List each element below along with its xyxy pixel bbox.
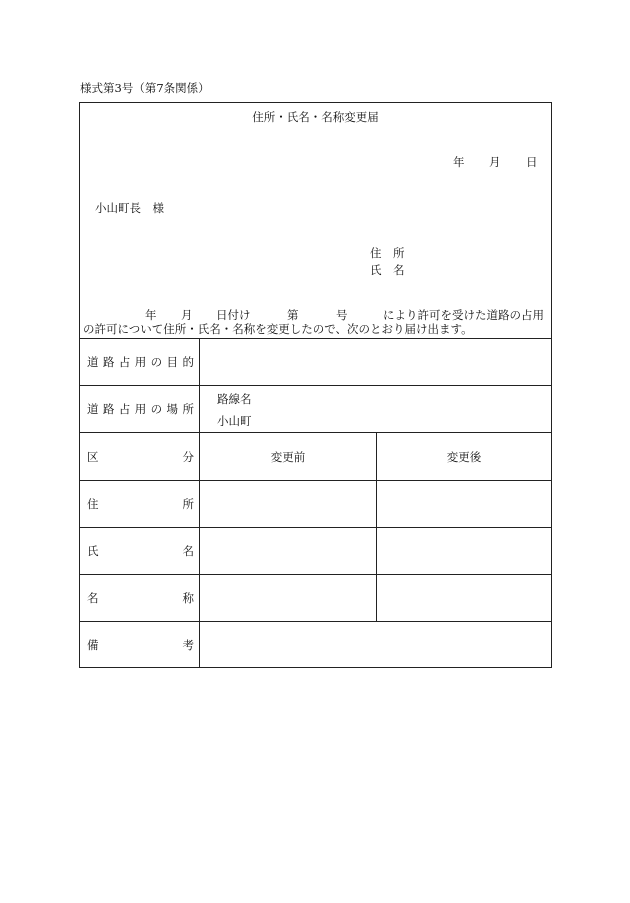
town-label: 小山町 (217, 414, 252, 428)
addressee: 小山町長 様 (95, 201, 164, 215)
address-row-label-char: 所 (182, 497, 194, 511)
title-row-label (87, 591, 194, 605)
applicant-address-label: 住 所 (370, 246, 405, 260)
title-row-label-char: 称 (182, 591, 194, 605)
location-label-char: 所 (182, 402, 194, 416)
purpose-label (87, 355, 194, 369)
remarks-row-label (87, 638, 194, 652)
row-divider (80, 574, 551, 575)
location-label-char: 用 (134, 402, 147, 416)
row-divider (80, 621, 551, 622)
address-row-label (87, 497, 194, 511)
category-label-char: 分 (182, 450, 194, 464)
date-month-label: 月 (489, 155, 501, 169)
form-title: 住所・氏名・名称変更届 (252, 110, 379, 124)
body-date-suffix: 日付け (216, 308, 251, 322)
location-label-char: 占 (118, 402, 131, 416)
body-number-suffix: 号 (336, 308, 348, 322)
name-row-label-char: 氏 (87, 544, 99, 558)
after-header: 変更後 (446, 450, 482, 464)
remarks-row-label-char: 考 (182, 638, 194, 652)
row-divider (80, 527, 551, 528)
date-day-label: 日 (526, 155, 538, 169)
applicant-name-label: 氏 名 (370, 263, 405, 277)
row-divider (80, 385, 551, 386)
label-column-divider (199, 338, 200, 667)
row-divider (80, 432, 551, 433)
category-label-char: 区 (87, 450, 99, 464)
location-label-char: 道 (87, 402, 99, 416)
body-line2: の許可について住所・氏名・名称を変更したので、次のとおり届け出ます。 (83, 322, 473, 336)
purpose-label-char: 占 (118, 355, 131, 369)
purpose-label-char: の (150, 355, 163, 369)
date-year-label: 年 (453, 155, 465, 169)
purpose-label-char: 目 (166, 355, 179, 369)
body-month: 月 (181, 308, 193, 322)
title-row-label-char: 名 (87, 591, 99, 605)
form-number-label: 様式第3号（第7条関係） (80, 81, 210, 95)
table-top-border (80, 338, 551, 339)
category-label (87, 450, 194, 464)
purpose-label-char: 路 (102, 355, 115, 369)
route-name-label: 路線名 (217, 392, 252, 406)
remarks-row-label-char: 備 (87, 638, 99, 652)
purpose-label-char: 道 (87, 355, 99, 369)
location-label (87, 402, 194, 416)
body-line1-tail: により許可を受けた道路の占用 (383, 308, 544, 322)
location-label-char: の (150, 402, 163, 416)
body-year: 年 (145, 308, 157, 322)
address-row-label-char: 住 (87, 497, 99, 511)
before-header: 変更前 (270, 450, 306, 464)
name-row-label-char: 名 (182, 544, 194, 558)
notification-form (79, 102, 552, 668)
location-label-char: 路 (102, 402, 115, 416)
location-label-char: 場 (166, 402, 179, 416)
purpose-label-char: 用 (134, 355, 147, 369)
purpose-label-char: 的 (182, 355, 194, 369)
name-row-label (87, 544, 194, 558)
body-number-prefix: 第 (287, 308, 299, 322)
row-divider (80, 480, 551, 481)
